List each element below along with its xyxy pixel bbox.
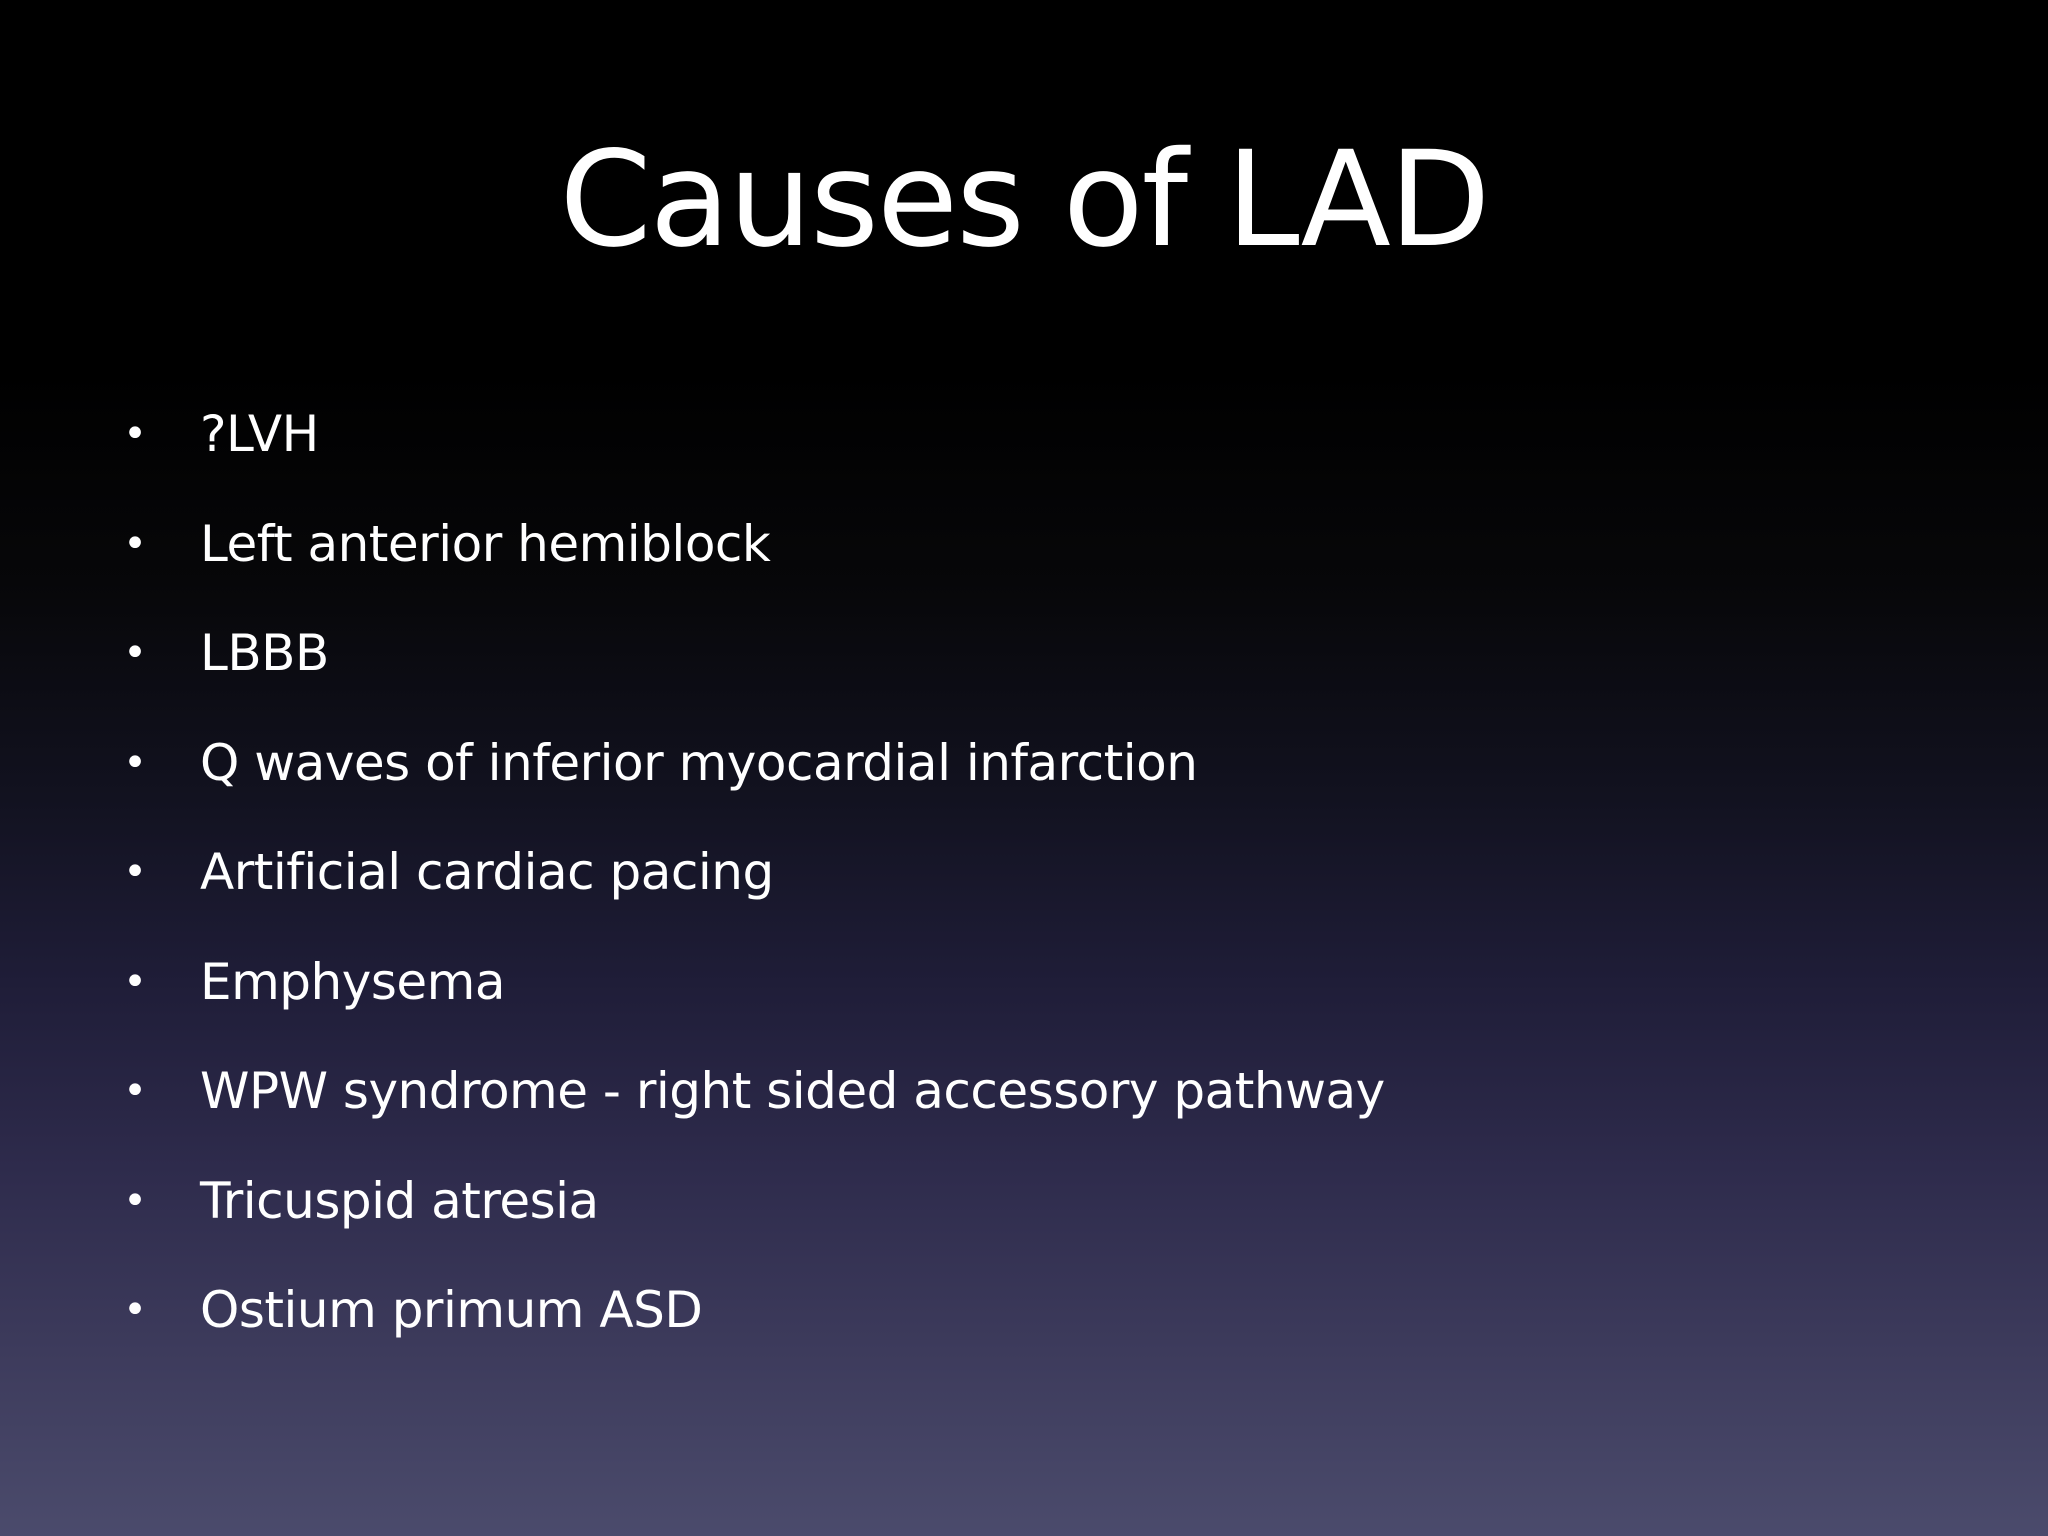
bullet-icon: •: [123, 520, 147, 567]
bullet-item: [120, 609, 1920, 719]
bullet-item: [120, 719, 1920, 829]
bullet-text: WPW syndrome - right sided accessory pathway: [200, 1062, 1385, 1120]
bullet-text: Tricuspid atresia: [200, 1171, 599, 1230]
bullet-text: Ostium primum ASD: [200, 1281, 703, 1339]
bullet-text: Emphysema: [200, 952, 505, 1011]
bullet-icon: •: [123, 849, 147, 895]
bullet-text: Artificial cardiac pacing: [200, 843, 774, 901]
bullet-icon: •: [123, 1068, 147, 1114]
bullet-item: [120, 1157, 1920, 1267]
bullet-item: [120, 938, 1920, 1048]
bullet-icon: •: [123, 1287, 147, 1333]
bullet-text: Left anterior hemiblock: [200, 514, 771, 573]
bullet-item: [120, 1266, 1920, 1376]
slide-title: Causes of LAD: [559, 123, 1489, 277]
bullet-item: [120, 1047, 1920, 1157]
bullet-icon: •: [123, 958, 147, 1005]
bullet-item: [120, 828, 1920, 938]
bullet-icon: •: [123, 411, 147, 457]
bullet-list: [120, 390, 1920, 1376]
bullet-item: [120, 500, 1920, 610]
bullet-text: ?LVH: [200, 405, 319, 463]
bullet-icon: •: [123, 739, 147, 786]
bullet-icon: •: [123, 630, 147, 676]
bullet-text: Q waves of inferior myocardial infarction: [200, 733, 1198, 792]
bullet-item: [120, 390, 1920, 500]
bullet-text: LBBB: [200, 624, 329, 682]
bullet-icon: •: [123, 1177, 147, 1224]
